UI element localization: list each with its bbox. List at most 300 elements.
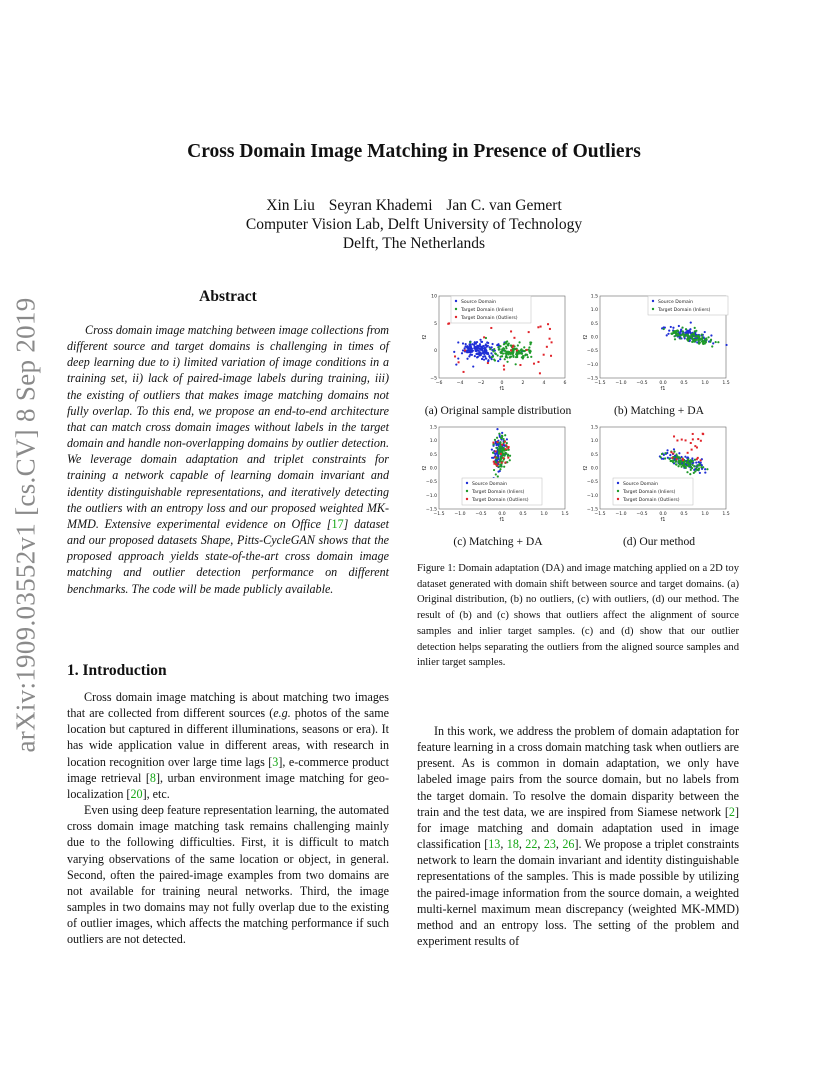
y-tick-label: −0.5 (425, 480, 437, 486)
inlier-point (695, 330, 697, 332)
legend-label: Target Domain (Outliers) (461, 315, 518, 321)
x-tick-label: 1.5 (561, 512, 569, 517)
citation-link[interactable]: 17 (331, 516, 344, 531)
outlier-point (696, 446, 698, 448)
outlier-point (463, 371, 465, 373)
x-tick-label: 0.5 (519, 512, 527, 517)
inlier-point (664, 452, 666, 454)
inlier-point (516, 356, 518, 358)
source-point (457, 341, 459, 343)
inlier-point (504, 434, 506, 436)
inlier-point (523, 350, 525, 352)
y-tick-label: 0.5 (590, 452, 598, 458)
inlier-point (694, 335, 696, 337)
inlier-point (692, 340, 694, 342)
inlier-point (499, 345, 501, 347)
inlier-point (690, 459, 692, 461)
body-text: , (555, 837, 563, 852)
author-names (0, 196, 828, 215)
outlier-point (502, 457, 504, 459)
source-point (672, 327, 674, 329)
inlier-point (521, 353, 523, 355)
source-point (462, 342, 464, 344)
inlier-point (510, 352, 512, 354)
legend-label: Source Domain (472, 481, 508, 487)
inlier-point (675, 333, 677, 335)
outlier-point (504, 441, 506, 443)
outlier-point (494, 456, 496, 458)
y-tick-label: −5 (430, 376, 437, 382)
source-point (484, 351, 486, 353)
outlier-point (500, 453, 502, 455)
citation-link[interactable]: 8 (149, 770, 156, 785)
inlier-point (680, 463, 682, 465)
source-point (480, 341, 482, 343)
inlier-point (673, 456, 675, 458)
paper-title: Cross Domain Image Matching in Presence of Outliers (187, 141, 641, 162)
x-axis-label: f1 (499, 386, 505, 392)
outlier-point (697, 438, 699, 440)
source-point (476, 352, 478, 354)
inlier-point (687, 340, 689, 342)
x-axis-label: f1 (499, 517, 505, 523)
legend-marker (455, 300, 457, 302)
outlier-point (505, 444, 507, 446)
inlier-point (510, 356, 512, 358)
outlier-point (533, 363, 535, 365)
inlier-point (699, 341, 701, 343)
y-tick-label: −1.0 (586, 362, 598, 368)
source-point (680, 330, 682, 332)
abstract-text: Cross domain image matching between image collections from different source and target domains is challenging in times of deep learning due to i) limited variation of image conditions in a training set, ii) lack of paired-image labels during training, iii) the existing of outliers that makes image matching domains not fully overlap. To this end, we propose an end-to-end architecture that can match cross domain images without labels in the target domain and handle non-overlapping domains by outlier detection. We leverage domain adaptation and triplet constraints for training a network capable of learning domain invariant and identity distinguishable representations, and iteratively detecting the outliers with an entropy loss and our proposed weighted MK-MMD. Extensive experimental evidence on Office [ (67, 323, 389, 531)
source-point (468, 343, 470, 345)
y-axis-label: f2 (583, 334, 589, 340)
x-tick-label: 1.5 (722, 512, 730, 517)
outlier-point (682, 458, 684, 460)
inlier-point (683, 336, 685, 338)
inlier-point (709, 341, 711, 343)
x-tick-label: −0.5 (475, 512, 487, 517)
inlier-point (497, 475, 499, 477)
outlier-point (547, 323, 549, 325)
inlier-point (500, 437, 502, 439)
plot-legend (613, 478, 693, 505)
inlier-point (684, 460, 686, 462)
inlier-point (680, 466, 682, 468)
inlier-point (663, 328, 665, 330)
outlier-point (696, 458, 698, 460)
inlier-point (493, 348, 495, 350)
x-tick-label: −6 (435, 381, 443, 386)
legend-label: Target Domain (Inliers) (461, 307, 514, 313)
plot-legend (451, 296, 531, 323)
inlier-point (509, 459, 511, 461)
intro-text: ], etc. (142, 786, 170, 801)
inlier-point (687, 465, 689, 467)
inlier-point (493, 358, 495, 360)
subcaption-a: (a) Original sample distribution (424, 404, 572, 417)
citation-link[interactable]: 26 (562, 837, 575, 852)
inlier-point (687, 458, 689, 460)
legend-marker (617, 490, 619, 492)
abstract-body (67, 322, 389, 597)
outlier-point (549, 338, 551, 340)
inlier-point (506, 340, 508, 342)
inlier-point (501, 350, 503, 352)
intro-heading: 1. Introduction (67, 662, 167, 679)
x-tick-label: 6 (563, 381, 567, 386)
inlier-point (496, 437, 498, 439)
outlier-point (537, 326, 539, 328)
inlier-point (681, 327, 683, 329)
x-tick-label: 1.0 (540, 512, 548, 517)
inlier-point (677, 465, 679, 467)
inlier-point (498, 349, 500, 351)
inlier-point (687, 335, 689, 337)
inlier-point (668, 458, 670, 460)
inlier-point (506, 361, 508, 363)
outlier-point (539, 372, 541, 374)
inlier-point (691, 333, 693, 335)
inlier-point (506, 356, 508, 358)
inlier-point (501, 435, 503, 437)
inlier-point (705, 339, 707, 341)
subcaption-b: (b) Matching + DA (614, 404, 704, 417)
outlier-point (501, 462, 503, 464)
citation-link[interactable]: 13 (488, 837, 501, 852)
author-name: Seyran Khademi (328, 197, 433, 214)
location: Delft, The Netherlands (342, 235, 486, 252)
inlier-point (527, 356, 529, 358)
y-tick-label: 5 (434, 321, 437, 327)
x-tick-label: −0.5 (636, 512, 648, 517)
source-point (678, 452, 680, 454)
source-point (484, 355, 486, 357)
outlier-point (516, 349, 518, 351)
intro-text: ], urban environment image matching for geo-localization [ (67, 770, 389, 801)
outlier-point (692, 438, 694, 440)
inlier-point (692, 460, 694, 462)
source-point (667, 333, 669, 335)
citation-link[interactable]: 2 (728, 804, 735, 819)
plot-b (578, 290, 740, 400)
inlier-point (518, 352, 520, 354)
outlier-point (540, 326, 542, 328)
inlier-point (515, 353, 517, 355)
plot-legend (462, 478, 542, 505)
inlier-point (675, 453, 677, 455)
inlier-point (528, 349, 530, 351)
inlier-point (689, 473, 691, 475)
y-tick-label: 0.0 (429, 466, 437, 472)
plot-c (417, 421, 579, 531)
source-point (485, 358, 487, 360)
source-point (479, 343, 481, 345)
outlier-point (493, 461, 495, 463)
inlier-point (696, 469, 698, 471)
source-point (464, 347, 466, 349)
inlier-point (497, 354, 499, 356)
inlier-point (710, 339, 712, 341)
legend-label: Target Domain (Inliers) (658, 307, 711, 313)
inlier-point (682, 334, 684, 336)
legend-label: Source Domain (623, 481, 659, 487)
outlier-point (508, 446, 510, 448)
x-tick-label: −1.5 (594, 381, 606, 386)
body-text: ]. We propose a triplet constraints network to learn the domain invariant and identity distinguishable representations of the samples. This is made possible by utilizing the paired-image information from the source domain, a weighted multi-kernel maximum mean discrepancy (weighted MK-MMD) method and an entropy loss. The setting of the problem and experiment results of (417, 837, 740, 949)
source-point (481, 358, 483, 360)
x-tick-label: 0.5 (680, 381, 688, 386)
source-point (669, 454, 671, 456)
y-tick-label: −0.5 (586, 480, 598, 486)
y-axis-label: f2 (422, 465, 428, 471)
inlier-point (495, 353, 497, 355)
outlier-point (496, 465, 498, 467)
inlier-point (522, 356, 524, 358)
inlier-point (495, 473, 497, 475)
source-point (474, 345, 476, 347)
outlier-point (690, 442, 692, 444)
x-tick-label: 0.0 (659, 512, 667, 517)
inlier-point (499, 468, 501, 470)
outlier-point (702, 433, 704, 435)
outlier-point (483, 336, 485, 338)
source-point (486, 345, 488, 347)
outlier-point (510, 330, 512, 332)
inlier-point (505, 346, 507, 348)
source-point (457, 357, 459, 359)
inlier-point (492, 452, 494, 454)
inlier-point (701, 340, 703, 342)
outlier-point (526, 349, 528, 351)
citation-link[interactable]: 3 (272, 754, 279, 769)
outlier-point (681, 439, 683, 441)
affiliation: Computer Vision Lab, Delft University of Technology (245, 216, 583, 233)
x-tick-label: 1.5 (722, 381, 730, 386)
intro-text: e.g. (273, 706, 291, 721)
source-point (462, 349, 464, 351)
inlier-point (686, 471, 688, 473)
inlier-point (469, 341, 471, 343)
outlier-point (454, 355, 456, 357)
inlier-point (502, 353, 504, 355)
outlier-point (676, 458, 678, 460)
source-point (712, 342, 714, 344)
y-tick-label: −1.5 (425, 507, 437, 513)
inlier-point (491, 356, 493, 358)
source-point (491, 343, 493, 345)
inlier-point (498, 446, 500, 448)
source-point (483, 359, 485, 361)
y-tick-label: −0.5 (586, 349, 598, 355)
source-point (725, 344, 727, 346)
citation-link[interactable]: 20 (130, 786, 143, 801)
inlier-point (499, 465, 501, 467)
legend-marker (466, 498, 468, 500)
y-tick-label: 1.0 (590, 308, 598, 314)
source-point (474, 355, 476, 357)
x-tick-label: 1.0 (701, 381, 709, 386)
source-point (704, 471, 706, 473)
source-point (479, 349, 481, 351)
citation-link[interactable]: 18 (506, 837, 519, 852)
plot-d (578, 421, 740, 531)
body-text: In this work, we address the problem of domain adaptation for feature learning in a cross domain matching task when outliers are present. As is common in domain adaptation, we only have labeled image pairs from the source domain, but no labels from the target domain. To resolve the domain disparity between the train and the test data, we are inspired from Siamese network [ (417, 724, 739, 819)
inlier-point (530, 342, 532, 344)
inlier-point (515, 363, 517, 365)
inlier-point (717, 341, 719, 343)
outlier-point (512, 346, 514, 348)
inlier-point (500, 446, 502, 448)
inlier-point (679, 337, 681, 339)
y-tick-label: 1.0 (590, 439, 598, 445)
x-tick-label: 1.0 (701, 512, 709, 517)
inlier-point (695, 338, 697, 340)
source-point (673, 448, 675, 450)
outlier-point (504, 462, 506, 464)
inlier-point (507, 352, 509, 354)
author-block (0, 196, 828, 253)
inlier-point (501, 348, 503, 350)
outlier-point (497, 462, 499, 464)
inlier-point (517, 344, 519, 346)
abstract-text: ] dataset and our proposed datasets Shape, Pitts-CycleGAN shows that the proposed approach yields state-of-the-art cross domain image matching and outlier detection performance on different benchmarks. The code will be made publicly available. (67, 516, 389, 596)
inlier-point (683, 466, 685, 468)
outlier-point (685, 439, 687, 441)
inlier-point (685, 328, 687, 330)
inlier-point (494, 439, 496, 441)
x-tick-label: 0.0 (659, 381, 667, 386)
inlier-point (489, 348, 491, 350)
inlier-point (707, 336, 709, 338)
source-point (506, 438, 508, 440)
source-point (695, 461, 697, 463)
source-point (691, 457, 693, 459)
outlier-point (546, 346, 548, 348)
source-point (499, 358, 501, 360)
outlier-point (551, 341, 553, 343)
inlier-point (705, 341, 707, 343)
source-point (497, 360, 499, 362)
outlier-point (519, 364, 521, 366)
source-point (468, 351, 470, 353)
legend-marker (617, 482, 619, 484)
source-point (663, 454, 665, 456)
source-point (480, 354, 482, 356)
inlier-point (672, 459, 674, 461)
abstract-heading: Abstract (199, 288, 257, 305)
source-point (477, 349, 479, 351)
citation-link[interactable]: 22 (525, 837, 538, 852)
citation-link[interactable]: 23 (543, 837, 556, 852)
outlier-point (458, 361, 460, 363)
y-tick-label: 0.0 (590, 466, 598, 472)
inlier-point (509, 455, 511, 457)
inlier-point (497, 346, 499, 348)
body-text: , (518, 837, 526, 852)
y-tick-label: 0.5 (590, 321, 598, 327)
source-point (497, 471, 499, 473)
outlier-point (700, 459, 702, 461)
source-point (476, 356, 478, 358)
inlier-point (691, 336, 693, 338)
legend-label: Source Domain (658, 299, 694, 305)
outlier-point (464, 349, 466, 351)
outlier-point (550, 355, 552, 357)
inlier-point (679, 460, 681, 462)
legend-marker (652, 300, 654, 302)
outlier-point (528, 331, 530, 333)
subcaption-c: (c) Matching + DA (453, 535, 543, 548)
source-point (490, 352, 492, 354)
inlier-point (683, 463, 685, 465)
source-point (465, 343, 467, 345)
source-point (477, 347, 479, 349)
inlier-point (507, 344, 509, 346)
inlier-point (506, 442, 508, 444)
inlier-point (674, 330, 676, 332)
x-axis-label: f1 (660, 517, 666, 523)
inlier-point (682, 330, 684, 332)
outlier-point (507, 457, 509, 459)
legend-label: Target Domain (Outliers) (623, 497, 680, 503)
author-name: Xin Liu (266, 197, 315, 214)
inlier-point (504, 358, 506, 360)
source-point (678, 325, 680, 327)
source-point (494, 453, 496, 455)
inlier-point (530, 356, 532, 358)
source-point (455, 363, 457, 365)
body-text: , (537, 837, 544, 852)
intro-text: ], e-commerce product image retrieval [ (67, 754, 390, 785)
y-tick-label: 1.5 (590, 425, 598, 431)
legend-marker (455, 316, 457, 318)
y-tick-label: 1.5 (590, 294, 598, 300)
arxiv-stamp: arXiv:1909.03552v1 [cs.CV] 8 Sep 2019 (10, 297, 41, 753)
y-axis-label: f2 (422, 334, 428, 340)
outlier-point (687, 452, 689, 454)
inlier-point (701, 336, 703, 338)
y-tick-label: −1.5 (586, 507, 598, 513)
body-text: ] for image matching and domain adaptation used in image classification [ (417, 804, 739, 852)
outlier-point (537, 361, 539, 363)
outlier-point (503, 365, 505, 367)
inlier-point (495, 447, 497, 449)
inlier-point (673, 335, 675, 337)
inlier-point (699, 339, 701, 341)
inlier-point (702, 343, 704, 345)
inlier-point (499, 441, 501, 443)
inlier-point (693, 465, 695, 467)
inlier-point (702, 466, 704, 468)
inlier-point (506, 461, 508, 463)
plot-a (417, 290, 579, 400)
outlier-point (691, 449, 693, 451)
source-point (710, 334, 712, 336)
legend-label: Target Domain (Inliers) (623, 489, 676, 495)
source-point (668, 329, 670, 331)
source-point (704, 468, 706, 470)
outlier-point (505, 448, 507, 450)
inlier-point (674, 338, 676, 340)
author-name: Jan C. van Gemert (446, 197, 562, 214)
outlier-point (503, 368, 505, 370)
intro-text: photos of the same location but captured in different illuminations, seasons or era). It has wide application value in different areas, with research in location recognition over large time lags [ (67, 706, 389, 769)
source-point (701, 464, 703, 466)
source-point (475, 348, 477, 350)
source-point (496, 428, 498, 430)
subcaption-d: (d) Our method (622, 535, 696, 548)
